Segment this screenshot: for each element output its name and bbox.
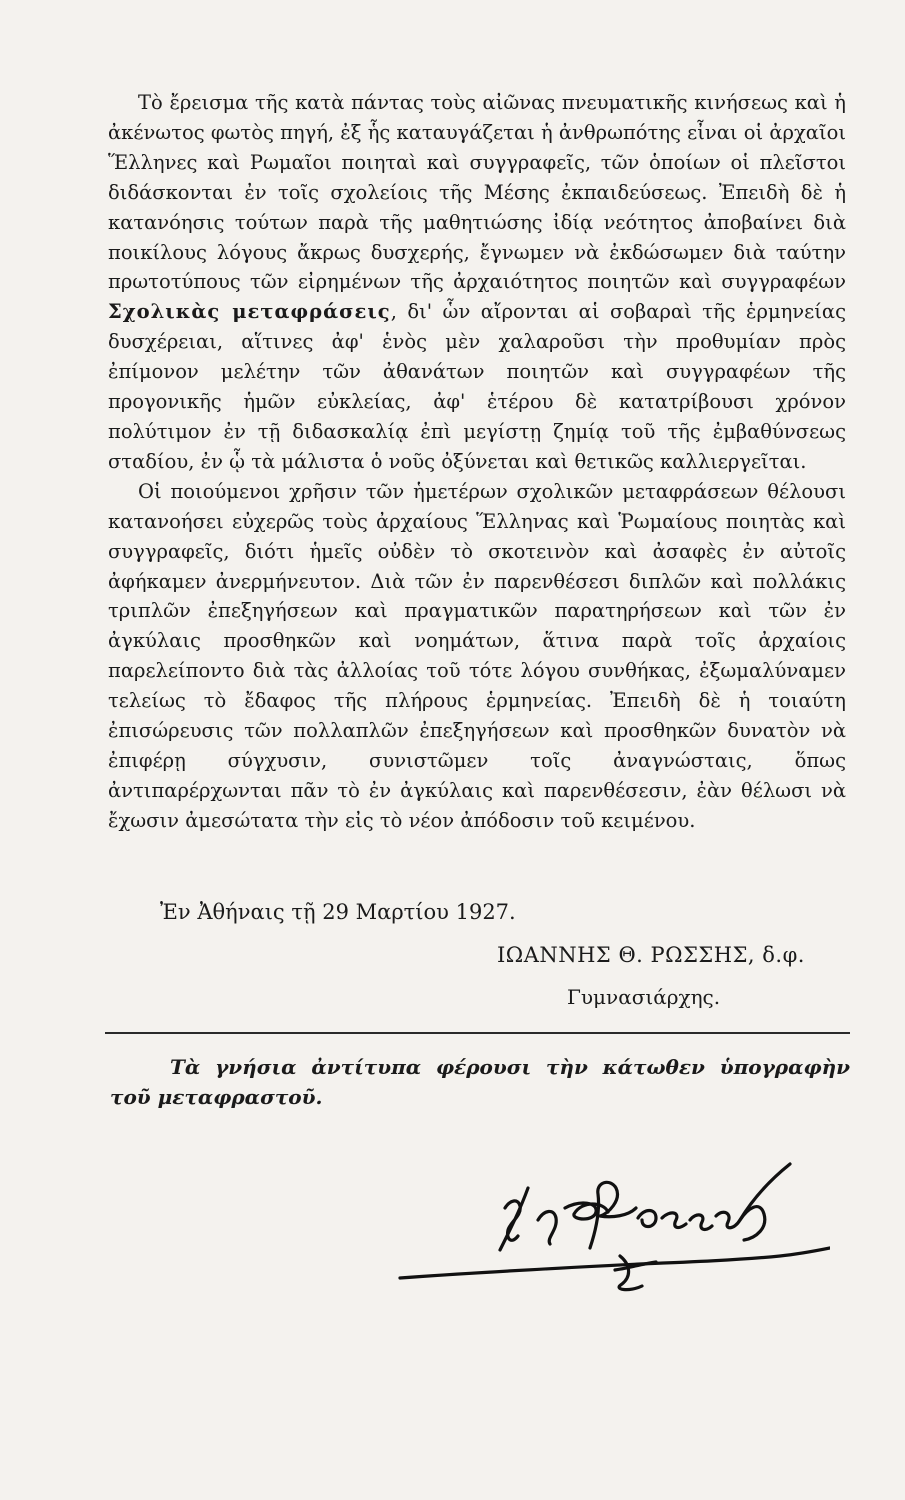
paragraph-1 bbox=[108, 88, 846, 477]
paragraph-1-emphasis: Σχολικὰς μεταφράσεις bbox=[108, 300, 391, 324]
paragraph-1-part-b: , δι' ὧν αἴρονται αἱ σοβαραὶ τῆς ἑρμηνείας δυσχέρειαι, αἵτινες ἀφ' ἑνὸς μὲν χαλαροῦσι τὴν προθυμίαν πρὸς ἐπίμονον μελέτην τῶν ἀθανάτων ποιητῶν καὶ συγγραφέων τῆς προγονικῆς ἡμῶν εὐκλείας, ἀφ' ἑτέρου δὲ κατατρίβουσι χρόνον πολύτιμον ἐν τῇ διδασκαλίᾳ ἐπὶ μεγίστῃ ζημίᾳ τοῦ τῆς ἐμβαθύνσεως σταδίου, ἐν ᾧ τὰ μάλιστα ὁ νοῦς ὀξύνεται καὶ θετικῶς καλλιεργεῖται. bbox=[108, 300, 846, 473]
paragraph-2: Οἱ ποιούμενοι χρῆσιν τῶν ἡμετέρων σχολικῶν μεταφράσεων θέλουσι κατανοήσει εὐχερῶς τοὺς ἀρχαίους Ἕλληνας καὶ Ῥωμαίους ποιητὰς καὶ συγγραφεῖς, διότι ἡμεῖς οὐδὲν τὸ σκοτεινὸν καὶ ἀσαφὲς ἐν αὐτοῖς ἀφήκαμεν ἀνερμήνευτον. Διὰ τῶν ἐν παρενθέσεσι διπλῶν καὶ πολλάκις τριπλῶν ἐπεξηγήσεων καὶ πραγματικῶν παρατηρήσεων καὶ τῶν ἐν ἀγκύλαις προσθηκῶν καὶ νοημάτων, ἅτινα παρὰ τοῖς ἀρχαίοις παρελείποντο διὰ τὰς ἀλλοίας τοῦ τότε λόγου συνθήκας, ἐξωμαλύναμεν τελείως τὸ ἔδαφος τῆς πλήρους ἑρμηνείας. Ἐπειδὴ δὲ ἡ τοιαύτη ἐπισώρευσις τῶν πολλαπλῶν ἐπεξηγήσεων καὶ προσθηκῶν δυνατὸν νὰ ἐπιφέρῃ σύγχυσιν, συνιστῶμεν τοῖς ἀναγνώσταις, ὅπως ἀντιπαρέρχωνται πᾶν τὸ ἐν ἀγκύλαις καὶ παρενθέσεσιν, ἐὰν θέλωσι νὰ ἔχωσιν ἀμεσώτατα τὴν εἰς τὸ νέον ἀπόδοσιν τοῦ κειμένου. bbox=[108, 479, 846, 832]
body-text bbox=[108, 88, 846, 836]
author-role: Γυμνασιάρχης. bbox=[567, 985, 721, 1009]
date-line: Ἐν Ἀθήναις τῇ 29 Μαρτίου 1927. bbox=[160, 900, 516, 924]
handwritten-signature bbox=[360, 1160, 830, 1310]
paragraph-1-part-a: Τὸ ἔρεισμα τῆς κατὰ πάντας τοὺς αἰῶνας πνευματικῆς κινήσεως καὶ ἡ ἀκένωτος φωτὸς πηγή, ἐξ ἧς καταυγάζεται ἡ ἀνθρωπότης εἶναι οἱ ἀρχαῖοι Ἕλληνες καὶ Ρωμαῖοι ποιηταὶ καὶ συγγραφεῖς, τῶν ὁποίων οἱ πλεῖστοι διδάσκονται ἐν τοῖς σχολείοις τῆς Μέσης ἐκπαιδεύσεως. Ἐπειδὴ δὲ ἡ κατανόησις τούτων παρὰ τῆς μαθητιώσης ἰδίᾳ νεότητος ἀποβαίνει διὰ ποικίλους λόγους ἄκρως δυσχερής, ἔγνωμεν νὰ ἐκδώσωμεν διὰ ταύτην πρωτοτύπους τῶν εἰρημένων τῆς ἀρχαιότητος ποιητῶν καὶ συγγραφέων bbox=[108, 91, 846, 294]
horizontal-rule bbox=[105, 1032, 850, 1034]
footnote: Τὰ γνήσια ἀντίτυπα φέρουσι τὴν κάτωθεν ὑπογραφὴν τοῦ μεταφραστοῦ. bbox=[110, 1055, 850, 1109]
author-name: ΙΩΑΝΝΗΣ Θ. ΡΩΣΣΗΣ, δ.φ. bbox=[497, 943, 805, 967]
